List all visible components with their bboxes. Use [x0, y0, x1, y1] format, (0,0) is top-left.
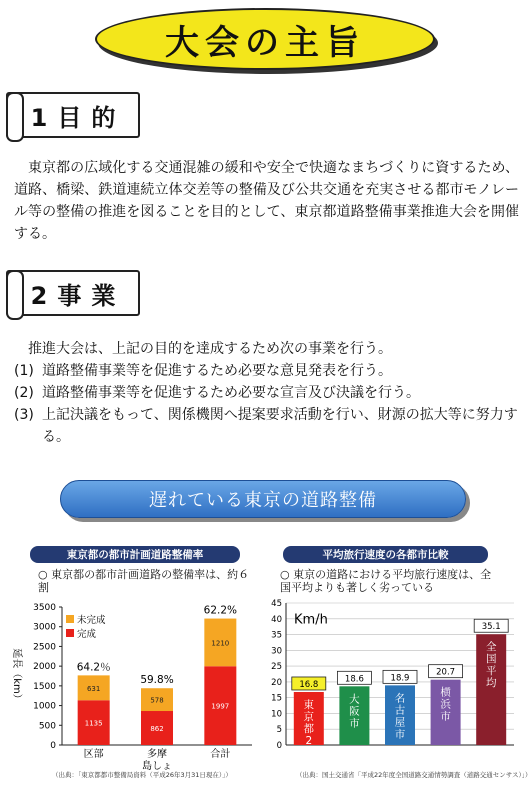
- category-label: 横: [440, 686, 451, 699]
- y-tick-label: 2000: [33, 662, 56, 673]
- category-label: 多摩: [147, 749, 167, 760]
- y-tick-label: 35: [271, 630, 282, 641]
- right-panel-bullet: ○ 東京の道路における平均旅行速度は、全国平均よりも著しく劣っている: [280, 568, 492, 594]
- y-tick-label: 2500: [33, 642, 56, 653]
- list-item-text: 道路整備事業等を促進するため必要な宣言及び決議を行う。: [42, 385, 420, 401]
- right-panel-source: （出典：国土交通省「平成22年度全国道路交通情勢調査（道路交通センサス）」）: [296, 771, 532, 779]
- road-banner: [60, 480, 466, 518]
- category-label: 区: [303, 758, 315, 771]
- list-item-text: 道路整備事業等を促進するため必要な意見発表を行う。: [42, 363, 392, 379]
- left-panel-bullet: ○ 東京都の都市計画道路の整備率は、約６割: [38, 568, 250, 594]
- y-tick-label: 15: [271, 693, 282, 704]
- y-tick-label: 1500: [33, 681, 56, 692]
- category-label: 屋: [394, 716, 406, 729]
- list-item-number: (3): [14, 407, 34, 423]
- category-label: 阪: [349, 705, 360, 718]
- percent-label: 59.8%: [140, 674, 174, 687]
- y-axis-unit: Km/h: [294, 612, 328, 628]
- y-axis-label: 延長（km）: [11, 648, 22, 704]
- section1-heading-scroll: [6, 92, 140, 138]
- list-item: [14, 404, 519, 448]
- category-label: 東: [303, 698, 315, 711]
- legend-swatch-complete: [66, 629, 74, 637]
- percent-label: 64.2％: [76, 661, 111, 674]
- section2-heading-scroll: [6, 270, 140, 316]
- left-panel-header: 東京都の都市計画道路整備率: [30, 546, 240, 563]
- category-label: 大: [349, 693, 360, 706]
- category-label: 都: [303, 722, 315, 735]
- section1-text: 東京都の広域化する交通混雑の緩和や安全で快適なまちづくりに資するため、道路、橋梁、鉄道連続立体交差等の整備及び公共交通を充実させる都市モノレール等の整備の推進を図ることを目的として、東京都道路整備事業推進大会を開催する。: [14, 160, 519, 242]
- list-item-number: (2): [14, 385, 34, 401]
- page-title-oval: [95, 8, 435, 70]
- category-label: 市: [394, 728, 406, 741]
- y-tick-label: 25: [271, 662, 282, 673]
- left-panel-source: （出典：「東京都都市整備局資料（平成26年3月31日現在）」）: [52, 771, 232, 779]
- road-completion-chart: [0, 595, 262, 772]
- value-label: 18.9: [390, 673, 410, 684]
- data-label: 578: [150, 696, 164, 705]
- value-label: 18.6: [344, 674, 364, 685]
- y-tick-label: 45: [271, 599, 282, 609]
- list-item: [14, 382, 519, 404]
- legend-label: 完成: [77, 629, 97, 640]
- category-label: 市: [349, 717, 360, 730]
- category-label: 国: [485, 653, 497, 666]
- legend-swatch-incomplete: [66, 615, 74, 623]
- category-label: 合計: [210, 749, 231, 760]
- list-item-number: (1): [14, 363, 34, 379]
- value-label: 20.7: [436, 667, 456, 678]
- y-tick-label: 10: [271, 709, 282, 720]
- category-label: 名: [394, 692, 406, 705]
- section1-heading: 1目的: [30, 103, 126, 132]
- list-item: [14, 360, 519, 382]
- data-label: 862: [150, 725, 164, 734]
- data-label: 1210: [211, 639, 230, 648]
- data-label: 1997: [211, 702, 230, 711]
- category-label: 平: [485, 665, 497, 678]
- y-tick-label: 5: [276, 725, 282, 736]
- data-label: 1135: [84, 719, 103, 728]
- value-label: 35.1: [481, 622, 501, 633]
- data-label: 631: [86, 684, 101, 693]
- section2-heading: 2事業: [30, 281, 126, 310]
- y-tick-label: 0: [276, 741, 282, 751]
- category-label: 均: [485, 677, 497, 690]
- right-panel-header: 平均旅行速度の各都市比較: [283, 546, 488, 563]
- category-label: 市: [440, 710, 451, 723]
- category-label: 京: [303, 710, 315, 723]
- category-label: 全: [485, 641, 497, 654]
- section2-intro: 推進大会は、上記の目的を達成するため次の事業を行う。: [28, 341, 392, 357]
- y-tick-label: 3500: [33, 603, 56, 613]
- y-tick-label: 3000: [33, 622, 56, 633]
- y-tick-label: 1000: [33, 701, 56, 712]
- page-title: 大会の主旨: [165, 22, 365, 63]
- category-label: 区部: [83, 749, 104, 760]
- y-tick-label: 20: [271, 677, 282, 688]
- y-tick-label: 40: [271, 614, 282, 625]
- y-tick-label: 500: [38, 721, 56, 732]
- legend-label: 未完成: [77, 615, 106, 626]
- category-label: 3: [305, 746, 313, 759]
- category-label: 浜: [440, 698, 451, 711]
- banner-text: 遅れている東京の道路整備: [149, 490, 377, 511]
- category-label: 島しょ: [142, 761, 172, 772]
- y-tick-label: 0: [50, 741, 56, 751]
- value-label: 16.8: [299, 679, 319, 690]
- travel-speed-chart: [262, 595, 524, 775]
- category-label: 古: [394, 704, 406, 717]
- y-tick-label: 30: [271, 646, 282, 657]
- category-label: 2: [305, 734, 313, 747]
- list-item-text: 上記決議をもって、関係機関へ提案要求活動を行い、財源の拡大等に努力する。: [42, 407, 518, 445]
- percent-label: 62.2%: [203, 604, 238, 617]
